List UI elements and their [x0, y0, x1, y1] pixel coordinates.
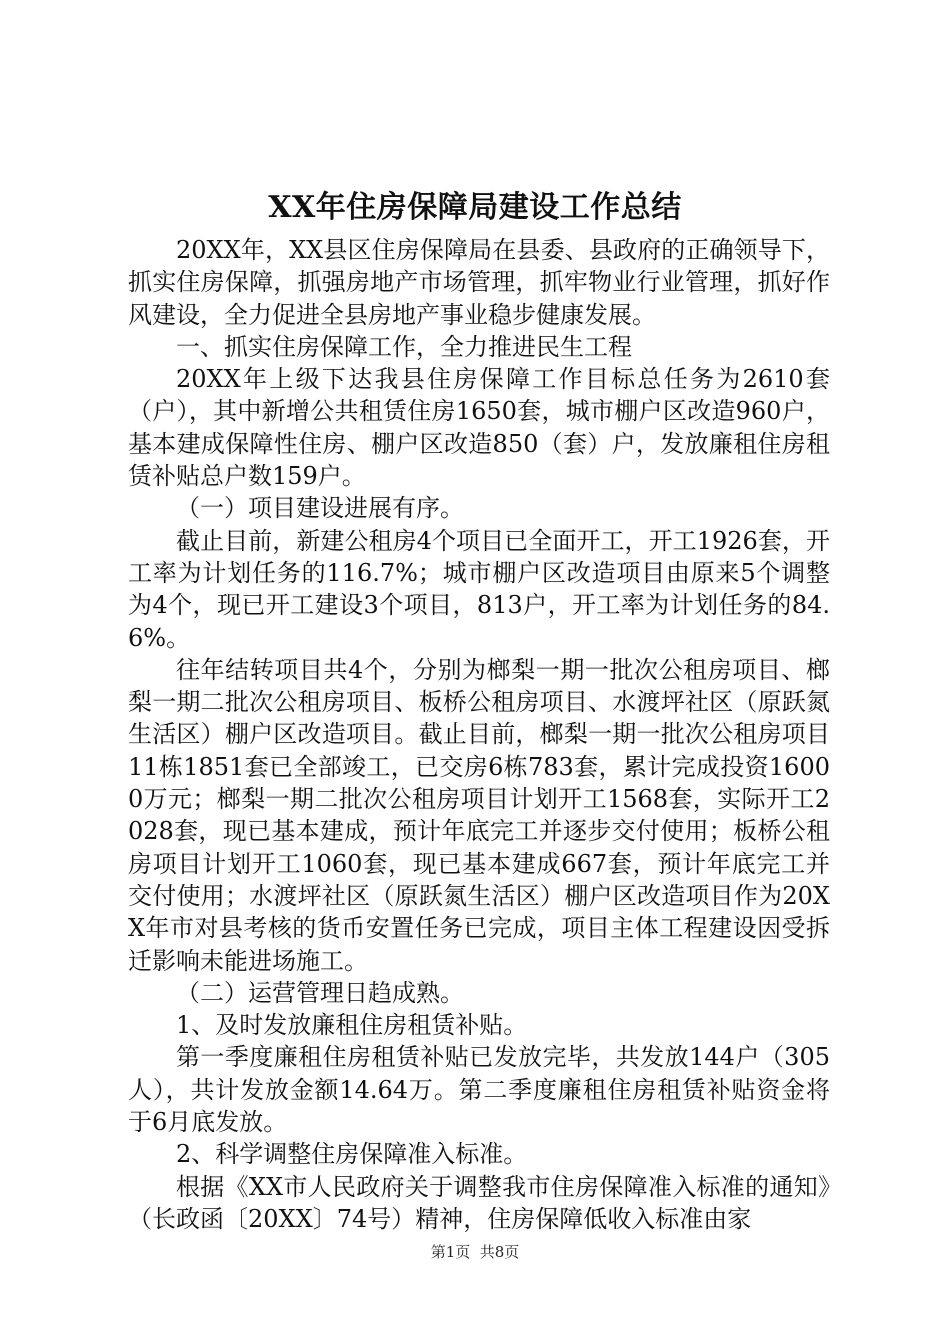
item-heading-2: 2、科学调整住房保障准入标准。 [176, 1140, 528, 1169]
document-body [128, 234, 830, 1235]
item-heading-1: 1、及时发放廉租住房租赁补贴。 [176, 1011, 528, 1040]
task-paragraph: 20XX年上级下达我县住房保障工作目标总任务为2610套（户），其中新增公共租赁住房1650套，城市棚户区改造960户，基本建成保障性住房、棚户区改造850（套）户，发放廉租住房租赁补贴总户数159户。 [128, 365, 830, 491]
standard-paragraph: 根据《XX市人民政府关于调整我市住房保障准入标准的通知》（长政函〔20XX〕74号）精神，住房保障低收入标准由家 [128, 1172, 830, 1233]
subsection-heading-1: （一）项目建设进展有序。 [176, 494, 464, 523]
document-title: XX年住房保障局建设工作总结 [268, 190, 682, 225]
section-heading-1: 一、抓实住房保障工作，全力推进民生工程 [176, 332, 632, 361]
page-number: 第1页 共8页 [430, 1243, 520, 1261]
page-footer [0, 1242, 950, 1262]
progress-paragraph: 截止目前，新建公租房4个项目已全面开工，开工1926套，开工率为计划任务的116.7%；城市棚户区改造项目由原来5个调整为4个，现已开工建设3个项目，813户，开工率为计划任务的84.6%。 [128, 526, 830, 652]
carryover-paragraph: 往年结转项目共4个，分别为榔梨一期一批次公租房项目、榔梨一期二批次公租房项目、板桥公租房项目、水渡坪社区（原跃氮生活区）棚户区改造项目。截止目前，榔梨一期一批次公租房项目11栋1851套已全部竣工，已交房6栋783套，累计完成投资16000万元；榔梨一期二批次公租房项目计划开工1568套，实际开工2028套，现已基本建成，预计年底完工并逐步交付使用；板桥公租房项目计划开工1060套，现已基本建成667套，预计年底完工并交付使用；水渡坪社区（原跃氮生活区）棚户区改造项目作为20XX年市对县考核的货币安置任务已完成，项目主体工程建设因受拆迁影响未能进场施工。 [128, 655, 830, 975]
intro-paragraph: 20XX年，XX县区住房保障局在县委、县政府的正确领导下，抓实住房保障，抓强房地产市场管理，抓牢物业行业管理，抓好作风建设，全力促进全县房地产事业稳步健康发展。 [128, 236, 830, 329]
subsection-heading-2: （二）运营管理日趋成熟。 [176, 978, 464, 1007]
subsidy-paragraph: 第一季度廉租住房租赁补贴已发放完毕，共发放144户（305人），共计发放金额14.64万。第二季度廉租住房租赁补贴资金将于6月底发放。 [128, 1043, 830, 1137]
